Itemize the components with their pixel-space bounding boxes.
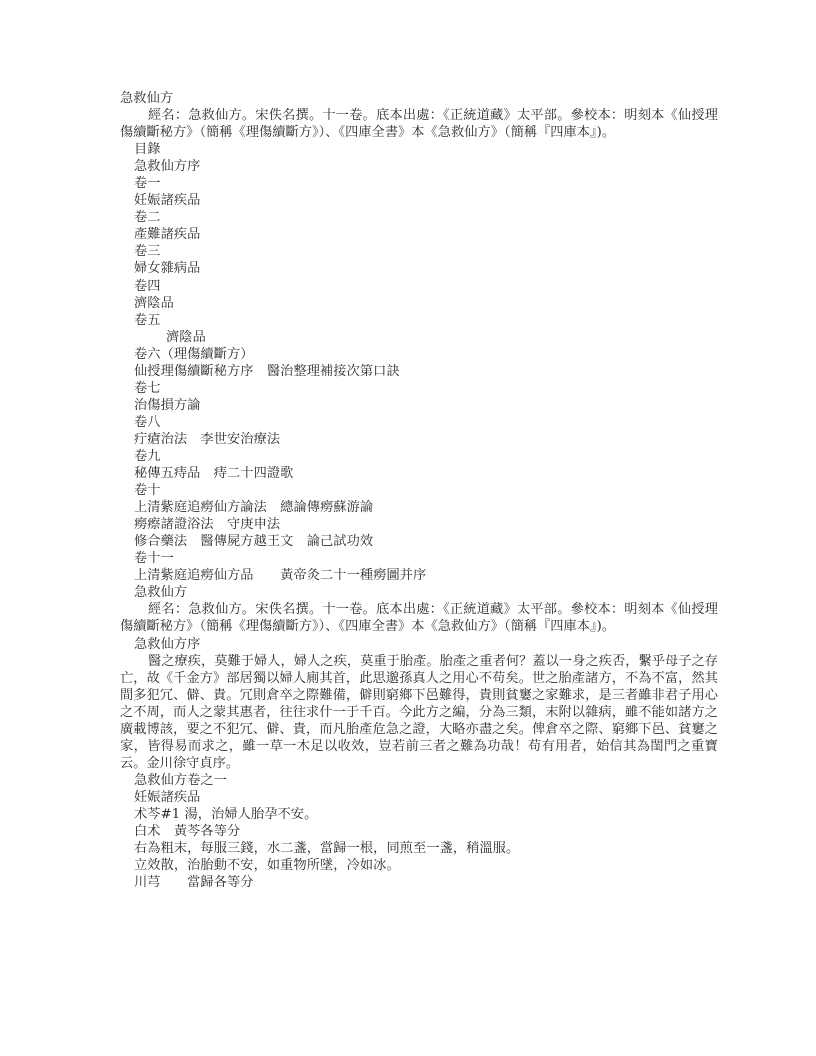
text-line-juan_2: 卷二 [134, 210, 161, 226]
text-line-juan_8: 卷八 [134, 414, 161, 430]
heading-title_1: 急救仙方 [120, 91, 174, 106]
document-body [120, 90, 718, 891]
text-line-juan_9_item: 秘傳五痔品 痔二十四證歌 [134, 466, 294, 482]
text-line-juan_1: 卷一 [134, 176, 161, 192]
text-line-recipe_2_name: 立效散，治胎動不安，如重物所墜，冷如冰。 [134, 858, 400, 874]
heading-title_2: 急救仙方 [134, 585, 188, 601]
text-line-juan_10: 卷十 [134, 483, 161, 499]
text-line-juan_10_item1: 上清紫庭追癆仙方論法 總論傳癆蘇游論 [134, 500, 374, 516]
text-line-juan_3_item: 婦女雜病品 [134, 261, 201, 277]
text-line-juan_3: 卷三 [134, 244, 161, 260]
text-line-juan_4_item: 濟陰品 [134, 295, 174, 311]
text-line-toc_heading: 目錄 [134, 142, 161, 158]
text-line-juan_7_item: 治傷損方論 [134, 397, 201, 413]
text-line-juan_9: 卷九 [134, 448, 161, 464]
text-line-juan_11_item: 上清紫庭追癆仙方品 黃帝灸二十一種癆圖并序 [134, 568, 427, 584]
text-line-juan_6_item: 仙授理傷續斷秘方序 醫治整理補接次第口訣 [134, 363, 400, 379]
text-line-juan_11: 卷十一 [134, 551, 174, 567]
text-line-preface_head: 急救仙方序 [134, 636, 201, 652]
text-line-juan_10_item2: 癆瘵諸證浴法 守庚申法 [134, 517, 281, 533]
text-line-juan_7: 卷七 [134, 380, 161, 396]
text-line-recipe_1_prep: 右為粗末，每服三錢，水二盞，當歸一根，同煎至一盞，稍溫服。 [134, 841, 520, 857]
heading-juan_1_head: 急救仙方卷之一 [134, 772, 228, 788]
text-line-juan_6: 卷六（理傷續斷方） [134, 346, 254, 362]
text-line-juan_5: 卷五 [134, 312, 161, 328]
text-line-recipe_2_ing: 川芎 當歸各等分 [134, 875, 254, 891]
text-line-toc_preface: 急救仙方序 [134, 159, 201, 175]
paragraph-colophon_1: 經名：急救仙方。宋佚名撰。十一卷。底本出處：《正統道藏》太平部。參校本：明刻本《仙授理傷續斷秘方》（簡稱《理傷續斷方》）、《四庫全書》本《急救仙方》（簡稱『四庫本』)。 [120, 108, 718, 141]
text-line-sec_1_head: 妊娠諸疾品 [134, 789, 201, 805]
paragraph-preface_body: 醫之療疾，莫難于婦人，婦人之疾，莫重于胎產。胎產之重者何？蓋以一身之疾否，繫乎母子之存亡，故《千金方》部居獨以婦人廁其首，此思邈孫真人之用心不苟矣。世之胎產諸方，不為不富，然其間多犯冗、僻、貴。冗則倉卒之際難備，僻則窮鄉下邑難得，貴則貧窶之家難求，是三者雖非君子用心之不周，而人之蒙其惠者，往往求什一于千百。今此方之編，分為三類，末附以雜病，雖不能如諸方之廣載博該，要之不犯冗、僻、貴，而凡胎產危急之證，大略亦盡之矣。俾倉卒之際、窮鄉下邑、貧窶之家，皆得易而求之，雖一草一木足以收效，豈若前三者之難為功哉！苟有用者，始信其為閨門之重寶云。金川徐守貞序。 [120, 653, 718, 771]
text-line-juan_8_item: 疔瘡治法 李世安治療法 [134, 431, 281, 447]
text-line-juan_1_item: 妊娠諸疾品 [134, 193, 201, 209]
paragraph-colophon_2: 經名：急救仙方。宋佚名撰。十一卷。底本出處：《正統道藏》太平部。參校本：明刻本《仙授理傷續斷秘方》（簡稱《理傷續斷方》）、《四庫全書》本《急救仙方》（簡稱『四庫本』)。 [120, 602, 718, 635]
text-line-juan_5_item: 濟陰品 [166, 329, 206, 345]
text-line-juan_4: 卷四 [134, 278, 161, 294]
text-line-recipe_1_ing: 白术 黃芩各等分 [134, 824, 241, 840]
text-line-recipe_1_name: 术芩#1 湯，治婦人胎孕不安。 [134, 806, 318, 822]
text-line-juan_2_item: 產難諸疾品 [134, 227, 201, 243]
text-line-juan_10_item3: 修合藥法 醫傳屍方越王文 論己試功效 [134, 534, 374, 550]
